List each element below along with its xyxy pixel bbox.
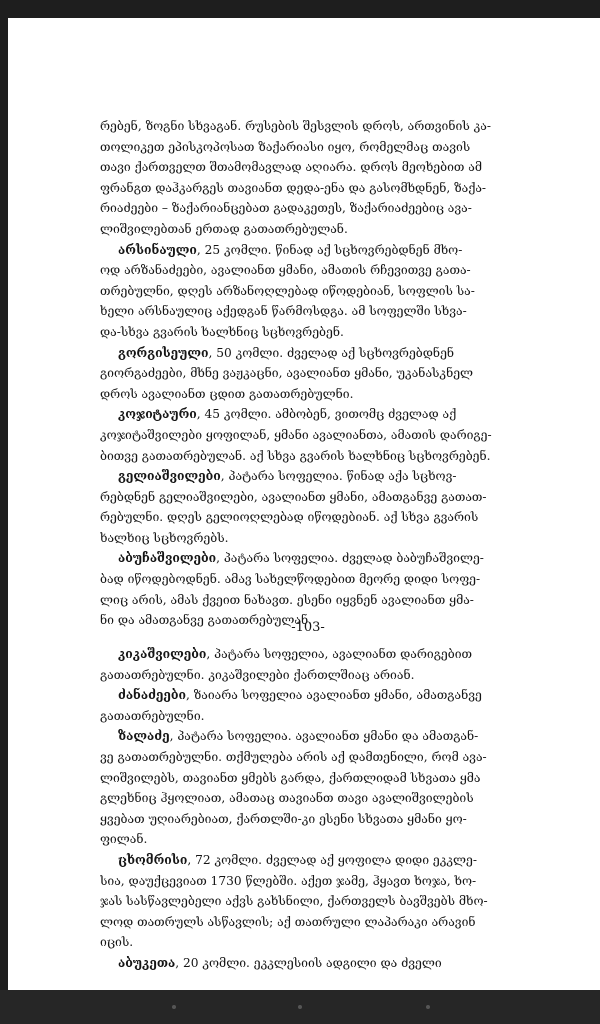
text-line: ნი და ამათგანვე გათათრებულან. bbox=[100, 613, 312, 628]
text-line: გლეხნიც ჰყოლიათ, ამათაც თავიანთ თავი ავალიშვილების bbox=[100, 791, 474, 806]
text-line: ჯას სასწავლებელი აქვს გახსნილი, ქართველს ბავშვებს მხო- bbox=[100, 894, 488, 909]
navigation-bar bbox=[0, 990, 600, 1024]
text-line: ლიც არის, ამას ქვეით ნახავთ. ესენი იყვნენ ავალიანთ ყმა- bbox=[100, 592, 474, 607]
text-line: და-სხვა გვარის ხალხნიც სცხოვრებენ. bbox=[100, 324, 344, 339]
text-line: თავი ქართველთ შთამომავლად აღიარა. დროს მეოხებით ამ bbox=[100, 160, 483, 175]
text-block-top bbox=[100, 116, 520, 631]
text-line: ფრანგთ დაჰკარგეს თავიანთ დედა-ენა და გასომხდნენ, ზაქა- bbox=[100, 180, 487, 195]
entry-line: კოჯიტაური, 45 კომლი. ამბობენ, ვითომც ძველად აქ bbox=[118, 407, 457, 422]
text-line: ყვებათ უღიარებიათ, ქართლში-კი ესენი სხვათა ყმანი ყო- bbox=[100, 811, 467, 826]
text-line: იცის. bbox=[100, 935, 134, 950]
text-line: რებულნი. დღეს გელიოღლებად იწოდებიან. აქ სხვა გვარის bbox=[100, 510, 479, 525]
text-line: ლიშვილებთან ერთად გათათრებულან. bbox=[100, 221, 348, 236]
text-line: თოლიკეთ ეპისკოპოსათ ზაქარიასი იყო, რომელმაც თავის bbox=[100, 139, 471, 154]
text-line: ლიშვილებს, თავიანთ ყმებს გარდა, ქართლიდამ სხვათა ყმა bbox=[100, 770, 481, 785]
entry-line: აბუკეთა, 20 კომლი. ეკკლესიის ადგილი და ძველი bbox=[118, 955, 442, 970]
text-line: ფილან. bbox=[100, 832, 148, 847]
text-line: გიორგაძეები, მხნე ვაჟკაცნი, ავალიანთ ყმანი, უკანასკნელ bbox=[100, 366, 474, 381]
entry-line: ცხომრისი, 72 კომლი. ძველად აქ ყოფილა დიდი ეკკლე- bbox=[118, 852, 477, 867]
text-line: რიაძეები – ზაქარიანცებათ გადაკეთეს, ზაქარიაძეებიც ავა- bbox=[100, 201, 472, 216]
text-line: რებდნენ გელიაშვილები, ავალიანთ ყმანი, ამათგანვე გათათ- bbox=[100, 489, 487, 504]
nav-dot-icon[interactable] bbox=[172, 1005, 176, 1009]
text-line: ოდ არზანაძეები, ავალიანთ ყმანი, ამათის რჩევითვე გათა- bbox=[100, 263, 471, 278]
text-block-bottom bbox=[100, 644, 520, 974]
text-line: ხელი არსნაულიც აქედგან წარმოსდგა. ამ სოფელში სხვა- bbox=[100, 304, 467, 319]
document-page bbox=[8, 18, 600, 990]
entry-line: აბუჩაშვილები, პატარა სოფელია. ძველად ბაბუჩაშვილე- bbox=[118, 551, 484, 566]
text-line: რებენ, ზოგნი სხვაგან. რუსების შესვლის დროს, ართვინის კა- bbox=[100, 119, 491, 133]
entry-line: ძანაძეები, ზაიარა სოფელია ავალიანთ ყმანი, ამათგანვე bbox=[118, 688, 482, 703]
entry-line: კიკაშვილები, პატარა სოფელია, ავალიანთ დარიგებით bbox=[118, 647, 473, 661]
text-line: ბითვე გათათრებულან. აქ სხვა გვარის ხალხნიც სცხოვრებენ. bbox=[100, 448, 491, 463]
text-line: სია, დაუქცევიათ 1730 წლებში. აქეთ ჯამე, ჰყავთ ხოჯა, ხო- bbox=[100, 873, 477, 888]
entry-line: ზალაძე, პატარა სოფელია. ავალიანთ ყმანი და ამათგან- bbox=[118, 729, 479, 744]
text-line: გათათრებულნი. bbox=[100, 708, 205, 723]
entry-line: გელიაშვილები, პატარა სოფელია. წინად აქა სცხოვ- bbox=[118, 469, 457, 484]
page-number: -103- bbox=[291, 620, 325, 635]
entry-line: გორგისეული, 50 კომლი. ძველად აქ სცხოვრებდნენ bbox=[118, 345, 455, 360]
text-line: ხალხიც სცხოვრებს. bbox=[100, 530, 229, 545]
text-line: გათათრებულნი. კიკაშვილები ქართლშიაც არიან. bbox=[100, 667, 415, 682]
text-line: ვე გათათრებულნი. თქმულება არის აქ დამთენილი, რომ ავა- bbox=[100, 749, 487, 764]
text-line: დროს ავალიანთ ცდით გათათრებულნი. bbox=[100, 386, 354, 401]
text-line: თრებულნი, დღეს არზანოღლებად იწოდებიან, სოფლის სა- bbox=[100, 283, 475, 298]
text-line: ბად იწოდებოდნენ. ამავ სახელწოდებით მეორე დიდი სოფე- bbox=[100, 572, 481, 587]
nav-dot-icon[interactable] bbox=[426, 1005, 430, 1009]
text-line: ლოდ თათრულს ასწავლის; აქ თათრული ლაპარაკი არავინ bbox=[100, 914, 476, 929]
entry-line: არსინაული, 25 კომლი. წინად აქ სცხოვრებდნენ მხო- bbox=[118, 242, 463, 257]
nav-dot-icon[interactable] bbox=[298, 1005, 302, 1009]
text-line: კოჯიტაშვილები ყოფილან, ყმანი ავალიანთა, ამათის დარიგე- bbox=[100, 427, 492, 442]
